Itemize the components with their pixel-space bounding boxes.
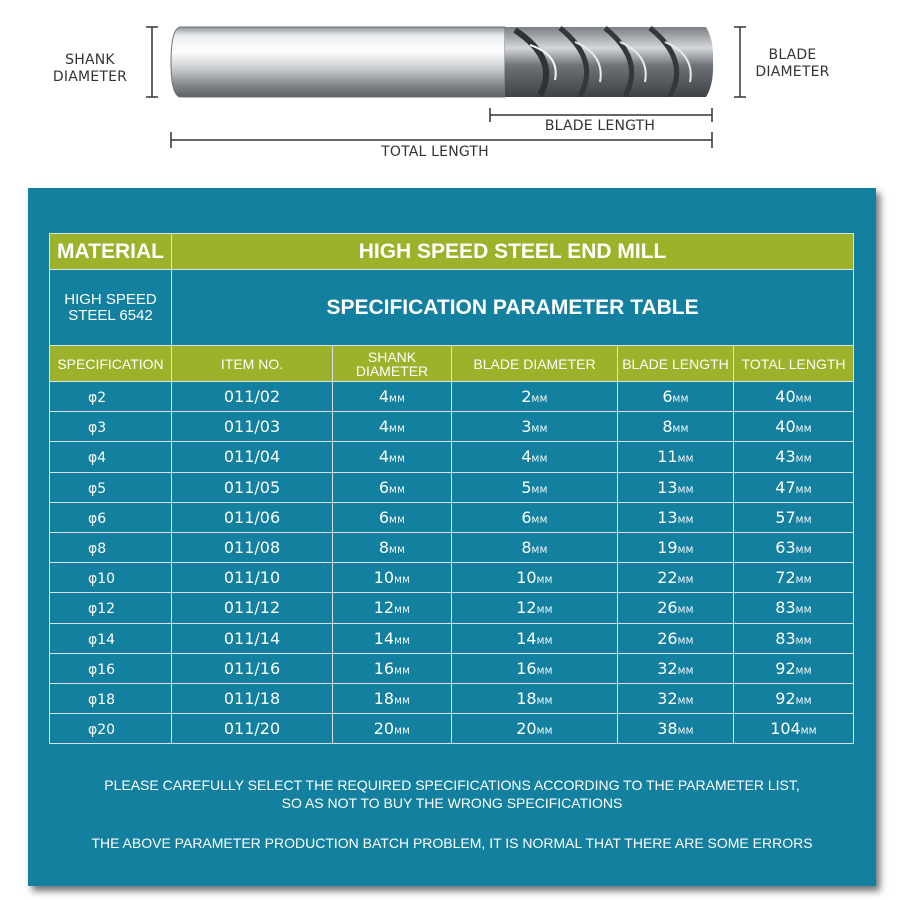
blade-diameter-cell: 16MM [452,653,618,683]
total-length-cell: 47MM [734,472,854,502]
blade-length-cell: 11MM [618,442,734,472]
shank-diameter-cell: 16MM [333,653,452,683]
blade-diameter-cell: 3MM [452,412,618,442]
item-no-cell: 011/03 [172,412,333,442]
item-no-cell: 011/16 [172,653,333,683]
blade-length-cell: 22MM [618,563,734,593]
blade-length-label: BLADE LENGTH [530,118,670,135]
blade-diameter-label: BLADE DIAMETER [755,47,830,80]
blade-length-cell: 8MM [618,412,734,442]
item-no-cell: 011/12 [172,593,333,623]
blade-length-cell: 32MM [618,653,734,683]
spec-cell: φ18 [50,683,172,713]
blade-diameter-cell: 2MM [452,382,618,412]
col-header-shank-diameter: SHANK DIAMETER [333,346,452,382]
spec-cell: φ3 [50,412,172,442]
shank-diameter-bracket [146,27,158,97]
table-row [50,683,854,713]
spec-cell: φ14 [50,623,172,653]
table-row [50,442,854,472]
shank-diameter-cell: 12MM [333,593,452,623]
blade-length-cell: 6MM [618,382,734,412]
item-no-cell: 011/10 [172,563,333,593]
blade-length-cell: 38MM [618,714,734,744]
item-no-cell: 011/06 [172,502,333,532]
spec-cell: φ5 [50,472,172,502]
total-length-cell: 104MM [734,714,854,744]
shank-diameter-cell: 14MM [333,623,452,653]
blade-diameter-cell: 8MM [452,532,618,562]
table-row [50,472,854,502]
total-length-cell: 57MM [734,502,854,532]
spec-cell: φ12 [50,593,172,623]
blade-diameter-cell: 12MM [452,593,618,623]
spec-panel [28,188,876,886]
total-length-cell: 83MM [734,623,854,653]
table-row [50,563,854,593]
col-header-blade-diameter: BLADE DIAMETER [452,346,618,382]
blade-length-cell: 13MM [618,502,734,532]
total-length-cell: 92MM [734,653,854,683]
total-length-cell: 43MM [734,442,854,472]
item-no-cell: 011/14 [172,623,333,653]
col-header-blade-length: BLADE LENGTH [618,346,734,382]
spec-cell: φ20 [50,714,172,744]
item-no-cell: 011/05 [172,472,333,502]
shank-diameter-cell: 8MM [333,532,452,562]
notice-line-1: PLEASE CAREFULLY SELECT THE REQUIRED SPECIFICATIONS ACCORDING TO THE PARAMETER LIST, [104,777,800,793]
material-header: MATERIAL [50,234,172,270]
shank-diameter-cell: 4MM [333,412,452,442]
spec-cell: φ4 [50,442,172,472]
total-length-cell: 72MM [734,563,854,593]
shank-diameter-cell: 4MM [333,442,452,472]
shank-diameter-cell: 4MM [333,382,452,412]
shank-diameter-cell: 10MM [333,563,452,593]
total-length-cell: 63MM [734,532,854,562]
item-no-cell: 011/04 [172,442,333,472]
blade-diameter-cell: 5MM [452,472,618,502]
spec-cell: φ10 [50,563,172,593]
blade-diameter-cell: 10MM [452,563,618,593]
table-row [50,412,854,442]
item-no-cell: 011/02 [172,382,333,412]
total-length-label: TOTAL LENGTH [355,144,515,161]
table-row [50,532,854,562]
col-header-item-no: ITEM NO. [172,346,333,382]
blade-diameter-cell: 20MM [452,714,618,744]
blade-length-cell: 32MM [618,683,734,713]
col-header-specification: SPECIFICATION [50,346,172,382]
table-subtitle: SPECIFICATION PARAMETER TABLE [172,270,854,346]
material-value: HIGH SPEED STEEL 6542 [50,270,172,346]
shank-diameter-cell: 18MM [333,683,452,713]
blade-length-cell: 26MM [618,623,734,653]
spec-cell: φ8 [50,532,172,562]
table-row [50,653,854,683]
spec-cell: φ6 [50,502,172,532]
spec-table [49,233,854,744]
shank-diameter-cell: 20MM [333,714,452,744]
blade-length-cell: 13MM [618,472,734,502]
column-header-row [50,346,854,382]
item-no-cell: 011/18 [172,683,333,713]
notice-line-3: THE ABOVE PARAMETER PRODUCTION BATCH PROBLEM, IT IS NORMAL THAT THERE ARE SOME ERRORS [91,835,813,851]
blade-diameter-cell: 6MM [452,502,618,532]
spec-cell: φ2 [50,382,172,412]
spec-rows [50,382,854,744]
item-no-cell: 011/20 [172,714,333,744]
table-row [50,593,854,623]
total-length-cell: 40MM [734,412,854,442]
shank-diameter-cell: 6MM [333,502,452,532]
blade-length-cell: 26MM [618,593,734,623]
blade-diameter-cell: 4MM [452,442,618,472]
total-length-cell: 83MM [734,593,854,623]
shank-diameter-cell: 6MM [333,472,452,502]
shank [171,27,505,97]
shank-diameter-label: SHANK DIAMETER [52,52,128,85]
total-length-cell: 40MM [734,382,854,412]
blade-length-cell: 19MM [618,532,734,562]
total-length-cell: 92MM [734,683,854,713]
item-no-cell: 011/08 [172,532,333,562]
table-title: HIGH SPEED STEEL END MILL [172,234,854,270]
blade-diameter-cell: 14MM [452,623,618,653]
flutes [505,27,713,97]
table-row [50,382,854,412]
spec-cell: φ16 [50,653,172,683]
end-mill-diagram [0,0,900,175]
table-row [50,623,854,653]
blade-diameter-cell: 18MM [452,683,618,713]
notice-line-2: SO AS NOT TO BUY THE WRONG SPECIFICATIONS [281,795,623,811]
table-row [50,502,854,532]
table-row [50,714,854,744]
col-header-total-length: TOTAL LENGTH [734,346,854,382]
